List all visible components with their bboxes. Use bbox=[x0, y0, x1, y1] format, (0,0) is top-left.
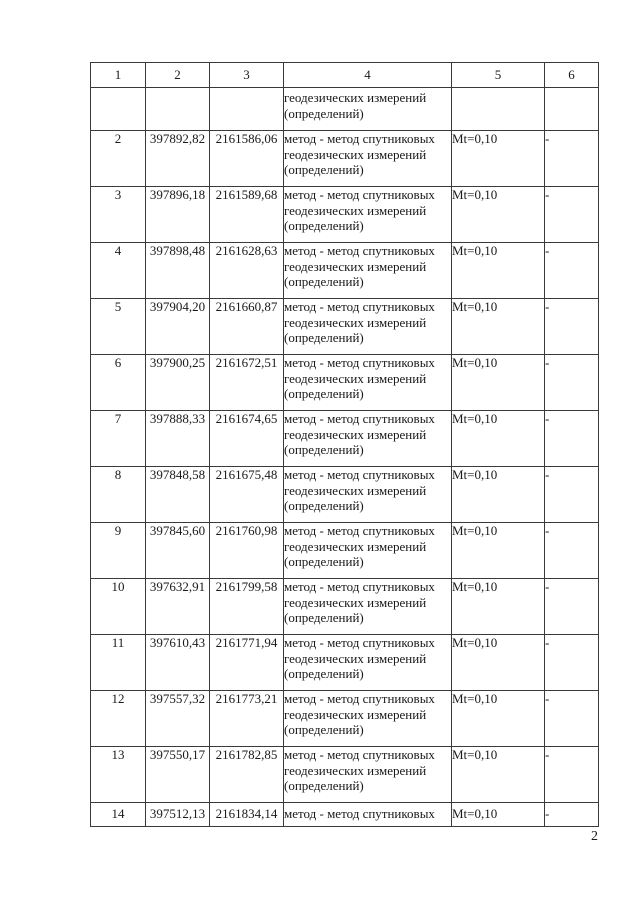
point-number-cell: 8 bbox=[91, 467, 146, 523]
method-line: (определений) bbox=[284, 778, 364, 793]
method-line: метод - метод спутниковых bbox=[284, 411, 435, 426]
header-row bbox=[91, 63, 599, 88]
method-line: метод - метод спутниковых bbox=[284, 806, 435, 821]
accuracy-cell bbox=[452, 88, 545, 131]
method-line: геодезических измерений bbox=[284, 594, 427, 610]
point-number-cell bbox=[91, 88, 146, 131]
method-cell bbox=[284, 579, 452, 635]
coordinates-table bbox=[90, 62, 599, 827]
method-line: геодезических измерений bbox=[284, 146, 427, 162]
point-number-cell: 10 bbox=[91, 579, 146, 635]
point-number-cell: 3 bbox=[91, 187, 146, 243]
method-line: метод - метод спутниковых bbox=[284, 691, 435, 706]
method-cell bbox=[284, 355, 452, 411]
method-line: геодезических измерений bbox=[284, 202, 427, 218]
method-cell bbox=[284, 467, 452, 523]
method-cell bbox=[284, 691, 452, 747]
y-coordinate-cell: 2161660,87 bbox=[210, 299, 284, 355]
method-line: метод - метод спутниковых bbox=[284, 579, 435, 594]
note-cell: - bbox=[545, 803, 599, 827]
y-coordinate-cell: 2161674,65 bbox=[210, 411, 284, 467]
continuation-row bbox=[91, 88, 599, 131]
y-coordinate-cell: 2161773,21 bbox=[210, 691, 284, 747]
method-cell bbox=[284, 131, 452, 187]
method-line: (определений) bbox=[284, 722, 364, 737]
method-line: метод - метод спутниковых bbox=[284, 747, 435, 762]
method-cell bbox=[284, 299, 452, 355]
header-cell-4: 4 bbox=[284, 63, 452, 88]
accuracy-cell: Mt=0,10 bbox=[452, 635, 545, 691]
note-cell: - bbox=[545, 355, 599, 411]
y-coordinate-cell: 2161834,14 bbox=[210, 803, 284, 827]
x-coordinate-cell: 397610,43 bbox=[146, 635, 210, 691]
accuracy-cell: Mt=0,10 bbox=[452, 579, 545, 635]
note-cell: - bbox=[545, 187, 599, 243]
method-line: метод - метод спутниковых bbox=[284, 243, 435, 258]
note-cell: - bbox=[545, 691, 599, 747]
method-line: метод - метод спутниковых bbox=[284, 523, 435, 538]
accuracy-cell: Mt=0,10 bbox=[452, 747, 545, 803]
accuracy-cell: Mt=0,10 bbox=[452, 131, 545, 187]
method-cell bbox=[284, 88, 452, 131]
table-row bbox=[91, 691, 599, 747]
accuracy-cell: Mt=0,10 bbox=[452, 187, 545, 243]
method-line: (определений) bbox=[284, 666, 364, 681]
method-line: геодезических измерений bbox=[284, 90, 427, 105]
note-cell: - bbox=[545, 747, 599, 803]
accuracy-cell: Mt=0,10 bbox=[452, 411, 545, 467]
method-line: метод - метод спутниковых bbox=[284, 355, 435, 370]
note-cell: - bbox=[545, 635, 599, 691]
method-line: геодезических измерений bbox=[284, 650, 427, 666]
table-row bbox=[91, 635, 599, 691]
method-line: (определений) bbox=[284, 442, 364, 457]
x-coordinate-cell: 397900,25 bbox=[146, 355, 210, 411]
header-cell-6: 6 bbox=[545, 63, 599, 88]
note-cell: - bbox=[545, 579, 599, 635]
x-coordinate-cell: 397632,91 bbox=[146, 579, 210, 635]
header-cell-1: 1 bbox=[91, 63, 146, 88]
point-number-cell: 2 bbox=[91, 131, 146, 187]
method-cell bbox=[284, 411, 452, 467]
accuracy-cell: Mt=0,10 bbox=[452, 691, 545, 747]
y-coordinate-cell: 2161672,51 bbox=[210, 355, 284, 411]
note-cell: - bbox=[545, 523, 599, 579]
method-line: геодезических измерений bbox=[284, 426, 427, 442]
x-coordinate-cell: 397845,60 bbox=[146, 523, 210, 579]
method-line: (определений) bbox=[284, 218, 364, 233]
table-row bbox=[91, 747, 599, 803]
x-coordinate-cell: 397896,18 bbox=[146, 187, 210, 243]
method-line: геодезических измерений bbox=[284, 706, 427, 722]
accuracy-cell: Mt=0,10 bbox=[452, 523, 545, 579]
point-number-cell: 13 bbox=[91, 747, 146, 803]
y-coordinate-cell: 2161799,58 bbox=[210, 579, 284, 635]
method-line: (определений) bbox=[284, 554, 364, 569]
point-number-cell: 14 bbox=[91, 803, 146, 827]
table-row bbox=[91, 299, 599, 355]
page-number: 2 bbox=[591, 829, 598, 844]
table-row bbox=[91, 355, 599, 411]
header-cell-3: 3 bbox=[210, 63, 284, 88]
x-coordinate-cell: 397888,33 bbox=[146, 411, 210, 467]
table-body bbox=[91, 63, 599, 827]
method-line: геодезических измерений bbox=[284, 370, 427, 386]
method-cell bbox=[284, 747, 452, 803]
method-cell bbox=[284, 523, 452, 579]
header-cell-2: 2 bbox=[146, 63, 210, 88]
x-coordinate-cell: 397904,20 bbox=[146, 299, 210, 355]
method-cell bbox=[284, 635, 452, 691]
accuracy-cell: Mt=0,10 bbox=[452, 299, 545, 355]
method-line: геодезических измерений bbox=[284, 538, 427, 554]
table-row bbox=[91, 523, 599, 579]
y-coordinate-cell: 2161760,98 bbox=[210, 523, 284, 579]
y-coordinate-cell: 2161589,68 bbox=[210, 187, 284, 243]
method-line: геодезических измерений bbox=[284, 762, 427, 778]
y-coordinate-cell: 2161782,85 bbox=[210, 747, 284, 803]
note-cell: - bbox=[545, 411, 599, 467]
y-coordinate-cell: 2161771,94 bbox=[210, 635, 284, 691]
point-number-cell: 6 bbox=[91, 355, 146, 411]
table-row bbox=[91, 243, 599, 299]
note-cell bbox=[545, 88, 599, 131]
table-row bbox=[91, 187, 599, 243]
header-cell-5: 5 bbox=[452, 63, 545, 88]
table-row bbox=[91, 411, 599, 467]
method-line: (определений) bbox=[284, 330, 364, 345]
x-coordinate-cell: 397898,48 bbox=[146, 243, 210, 299]
method-line: метод - метод спутниковых bbox=[284, 187, 435, 202]
note-cell: - bbox=[545, 131, 599, 187]
method-line: метод - метод спутниковых bbox=[284, 299, 435, 314]
accuracy-cell: Mt=0,10 bbox=[452, 355, 545, 411]
accuracy-cell: Mt=0,10 bbox=[452, 803, 545, 827]
point-number-cell: 11 bbox=[91, 635, 146, 691]
table-row bbox=[91, 131, 599, 187]
method-line: геодезических измерений bbox=[284, 258, 427, 274]
method-line: (определений) bbox=[284, 610, 364, 625]
method-line: (определений) bbox=[284, 274, 364, 289]
table-row bbox=[91, 467, 599, 523]
y-coordinate-cell bbox=[210, 88, 284, 131]
method-line: (определений) bbox=[284, 105, 364, 121]
method-line: (определений) bbox=[284, 162, 364, 177]
accuracy-cell: Mt=0,10 bbox=[452, 467, 545, 523]
x-coordinate-cell: 397512,13 bbox=[146, 803, 210, 827]
accuracy-cell: Mt=0,10 bbox=[452, 243, 545, 299]
method-cell bbox=[284, 803, 452, 827]
method-line: метод - метод спутниковых bbox=[284, 635, 435, 650]
y-coordinate-cell: 2161675,48 bbox=[210, 467, 284, 523]
table-row bbox=[91, 803, 599, 827]
method-line: метод - метод спутниковых bbox=[284, 131, 435, 146]
point-number-cell: 5 bbox=[91, 299, 146, 355]
note-cell: - bbox=[545, 299, 599, 355]
point-number-cell: 7 bbox=[91, 411, 146, 467]
note-cell: - bbox=[545, 467, 599, 523]
note-cell: - bbox=[545, 243, 599, 299]
x-coordinate-cell: 397848,58 bbox=[146, 467, 210, 523]
table-row bbox=[91, 579, 599, 635]
x-coordinate-cell: 397892,82 bbox=[146, 131, 210, 187]
method-cell bbox=[284, 187, 452, 243]
point-number-cell: 4 bbox=[91, 243, 146, 299]
point-number-cell: 12 bbox=[91, 691, 146, 747]
x-coordinate-cell: 397550,17 bbox=[146, 747, 210, 803]
method-line: (определений) bbox=[284, 498, 364, 513]
method-line: геодезических измерений bbox=[284, 482, 427, 498]
method-line: (определений) bbox=[284, 386, 364, 401]
point-number-cell: 9 bbox=[91, 523, 146, 579]
y-coordinate-cell: 2161628,63 bbox=[210, 243, 284, 299]
y-coordinate-cell: 2161586,06 bbox=[210, 131, 284, 187]
x-coordinate-cell bbox=[146, 88, 210, 131]
method-line: геодезических измерений bbox=[284, 314, 427, 330]
method-line: метод - метод спутниковых bbox=[284, 467, 435, 482]
x-coordinate-cell: 397557,32 bbox=[146, 691, 210, 747]
method-cell bbox=[284, 243, 452, 299]
